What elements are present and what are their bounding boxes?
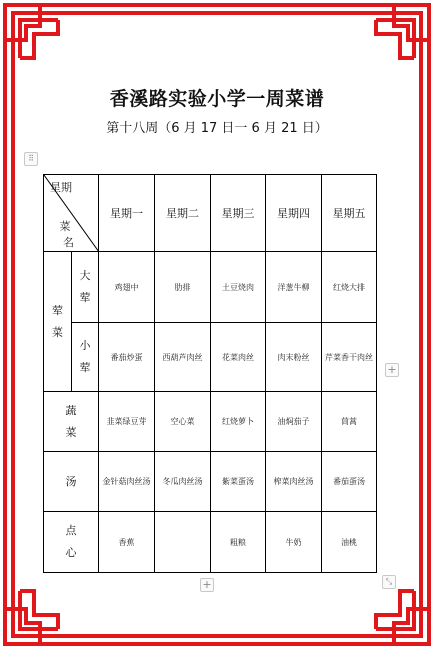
table-row-veg: [44, 392, 377, 452]
menu-cell: 紫菜蛋汤: [211, 452, 266, 512]
menu-cell: [155, 512, 211, 573]
day-header-wed: 星期三: [211, 175, 266, 252]
menu-cell: 红烧萝卜: [211, 392, 266, 452]
corner-weekday-label: 星期: [50, 181, 72, 194]
category-small-meat: 小荤: [72, 323, 99, 392]
menu-cell: 粗粮: [211, 512, 266, 573]
menu-cell: 番茄蛋汤: [322, 452, 377, 512]
menu-cell: 红烧大排: [322, 252, 377, 323]
table-row-soup: [44, 452, 377, 512]
category-meat: [44, 252, 72, 392]
table-header-row: [44, 175, 377, 252]
weekly-menu-table: [43, 174, 377, 573]
menu-cell: 茼蒿: [322, 392, 377, 452]
day-header-thu: 星期四: [266, 175, 322, 252]
menu-cell: 芹菜香干肉丝: [322, 323, 377, 392]
menu-cell: 肉末粉丝: [266, 323, 322, 392]
menu-cell: 冬瓜肉丝汤: [155, 452, 211, 512]
menu-cell: 花菜肉丝: [211, 323, 266, 392]
corner-dish-label: 菜 名: [59, 220, 74, 249]
category-soup: 汤: [44, 452, 99, 512]
menu-cell: 肋排: [155, 252, 211, 323]
diagonal-header-cell: [44, 175, 99, 252]
menu-cell: 空心菜: [155, 392, 211, 452]
table-move-handle-icon[interactable]: ⠿: [24, 152, 38, 166]
table-row-snack: [44, 512, 377, 573]
menu-cell: 牛奶: [266, 512, 322, 573]
page-subtitle: 第十八周（6 月 17 日一 6 月 21 日）: [106, 121, 328, 136]
category-veg: 蔬菜: [44, 392, 99, 452]
menu-cell: 榨菜肉丝汤: [266, 452, 322, 512]
category-snack: 点心: [44, 512, 99, 573]
table-resize-handle-icon[interactable]: ⤡: [382, 575, 396, 589]
menu-cell: 西葫芦肉丝: [155, 323, 211, 392]
add-row-plus-icon[interactable]: +: [200, 578, 214, 592]
menu-cell: 韭菜绿豆芽: [99, 392, 155, 452]
day-header-fri: 星期五: [322, 175, 377, 252]
category-big-meat: 大荤: [72, 252, 99, 323]
table-row-small-meat: [44, 323, 377, 392]
menu-cell: 洋葱牛柳: [266, 252, 322, 323]
category-meat-label: 荤菜: [52, 303, 63, 339]
add-column-plus-icon[interactable]: +: [385, 363, 399, 377]
menu-cell: 土豆烧肉: [211, 252, 266, 323]
menu-cell: 香蕉: [99, 512, 155, 573]
page-title: 香溪路实验小学一周菜谱: [109, 88, 325, 110]
menu-cell: 油桃: [322, 512, 377, 573]
menu-cell: 鸡翅中: [99, 252, 155, 323]
table-row-big-meat: [44, 252, 377, 323]
menu-cell: 番茄炒蛋: [99, 323, 155, 392]
day-header-mon: 星期一: [99, 175, 155, 252]
menu-cell: 金针菇肉丝汤: [99, 452, 155, 512]
menu-cell: 油焖茄子: [266, 392, 322, 452]
day-header-tue: 星期二: [155, 175, 211, 252]
